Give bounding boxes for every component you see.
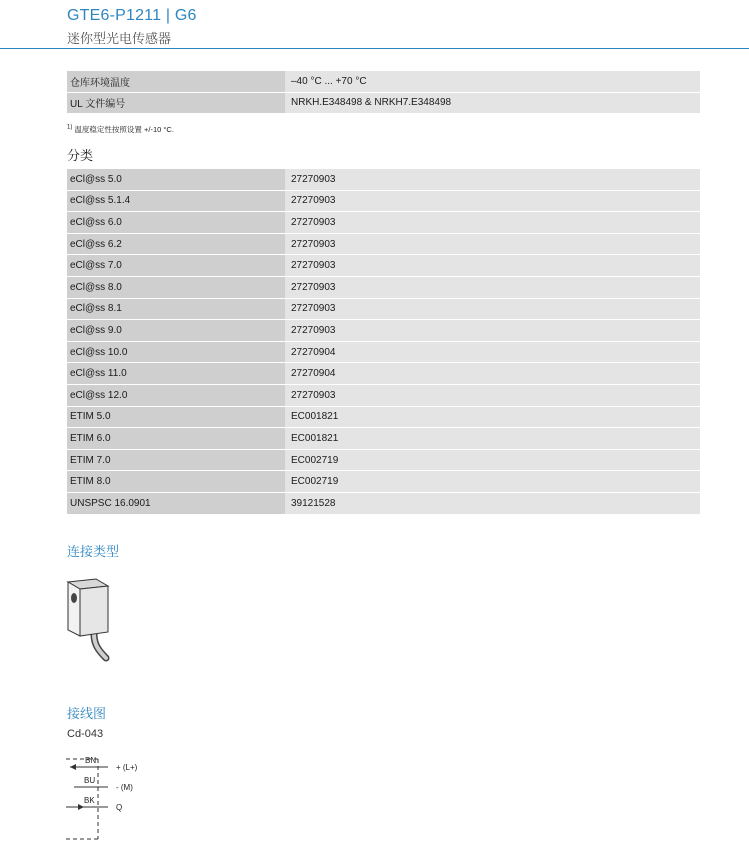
wire-label: - (M) <box>116 783 133 792</box>
class-value: EC001821 <box>285 406 700 428</box>
product-title: GTE6-P1211 | G6 <box>67 7 197 24</box>
class-value: 27270903 <box>285 320 700 342</box>
table-row <box>67 212 700 234</box>
class-value: 27270903 <box>285 190 700 212</box>
footnote-text: 温度稳定性按照设置 +/-10 °C. <box>72 125 174 134</box>
class-label: eCl@ss 6.0 <box>67 212 285 234</box>
table-row <box>67 471 700 493</box>
table-row <box>67 384 700 406</box>
wiring-diagram-title: 接线图 <box>67 706 107 721</box>
wire-label: Q <box>116 803 123 812</box>
table-row <box>67 233 700 255</box>
class-label: UNSPSC 16.0901 <box>67 492 285 514</box>
table-row <box>67 71 700 92</box>
class-label: eCl@ss 12.0 <box>67 384 285 406</box>
wiring-diagram <box>64 755 154 850</box>
class-label: ETIM 8.0 <box>67 471 285 493</box>
table-row <box>67 190 700 212</box>
product-subtitle: 迷你型光电传感器 <box>67 31 172 46</box>
table-row <box>67 169 700 190</box>
connection-type-title: 连接类型 <box>67 544 120 559</box>
table-row <box>67 363 700 385</box>
table-row <box>67 320 700 342</box>
table-row <box>67 428 700 450</box>
class-value: EC002719 <box>285 449 700 471</box>
page-header <box>0 0 749 49</box>
wire-label: + (L+) <box>116 763 138 772</box>
table-row <box>67 92 700 114</box>
class-value: 27270904 <box>285 341 700 363</box>
table-row <box>67 406 700 428</box>
footnote-mark: 1) <box>67 124 73 131</box>
class-label: eCl@ss 10.0 <box>67 341 285 363</box>
class-label: eCl@ss 9.0 <box>67 320 285 342</box>
class-value: 27270903 <box>285 169 700 190</box>
class-value: 27270903 <box>285 384 700 406</box>
wire-code: BK <box>84 796 95 805</box>
wire-code: BU <box>84 776 96 785</box>
class-label: eCl@ss 7.0 <box>67 255 285 277</box>
class-value: EC002719 <box>285 471 700 493</box>
class-value: 27270904 <box>285 363 700 385</box>
class-label: ETIM 7.0 <box>67 449 285 471</box>
class-value: 27270903 <box>285 276 700 298</box>
class-value: 27270903 <box>285 233 700 255</box>
wiring-code: Cd-043 <box>67 728 104 740</box>
class-label: eCl@ss 5.1.4 <box>67 190 285 212</box>
class-label: eCl@ss 11.0 <box>67 363 285 385</box>
spec-label: UL 文件编号 <box>67 92 285 114</box>
class-value: 27270903 <box>285 298 700 320</box>
table-row <box>67 255 700 277</box>
table-row <box>67 492 700 514</box>
class-value: 27270903 <box>285 212 700 234</box>
class-label: eCl@ss 5.0 <box>67 169 285 190</box>
class-label: eCl@ss 8.1 <box>67 298 285 320</box>
table-row <box>67 276 700 298</box>
spec-value: NRKH.E348498 & NRKH7.E348498 <box>285 92 700 114</box>
class-label: eCl@ss 8.0 <box>67 276 285 298</box>
wire-code: BN <box>85 756 97 765</box>
sensor-cable-icon <box>58 574 118 667</box>
class-value: 39121528 <box>285 492 700 514</box>
class-label: eCl@ss 6.2 <box>67 233 285 255</box>
class-value: EC001821 <box>285 428 700 450</box>
spec-value: –40 °C ... +70 °C <box>285 71 700 92</box>
class-value: 27270903 <box>285 255 700 277</box>
classification-table <box>67 169 700 515</box>
table-row <box>67 341 700 363</box>
classification-title: 分类 <box>67 148 94 163</box>
table-row <box>67 298 700 320</box>
class-label: ETIM 5.0 <box>67 406 285 428</box>
spec-label: 仓库环境温度 <box>67 71 285 92</box>
spec-table <box>67 71 700 114</box>
table-row <box>67 449 700 471</box>
class-label: ETIM 6.0 <box>67 428 285 450</box>
footnote <box>67 124 174 135</box>
